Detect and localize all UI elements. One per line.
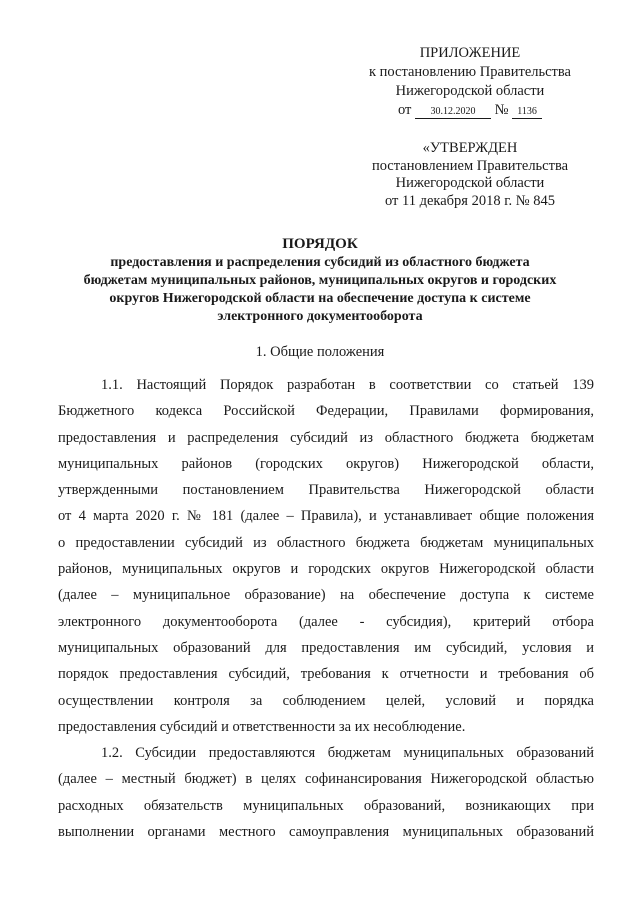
title-line: округов Нижегородской области на обеспечение доступа к системе bbox=[109, 291, 531, 306]
paragraph-line: осуществлении контроля за соблюдением целей, условий и порядка bbox=[58, 692, 594, 709]
paragraph-line: Бюджетного кодекса Российской Федерации, Правилами формирования, bbox=[58, 403, 594, 420]
paragraph-line: расходных обязательств муниципальных образований, возникающих при bbox=[58, 797, 594, 814]
paragraph-line: выполнении органами местного самоуправления муниципальных образований bbox=[58, 824, 594, 841]
approved-line-2: постановлением Правительства bbox=[371, 157, 569, 174]
paragraph-line: электронного документооборота (далее - субсидия), критерий отбора bbox=[58, 613, 594, 630]
paragraph-line: предоставления субсидий и ответственности за их несоблюдение. bbox=[58, 718, 466, 735]
approved-line-1: «УТВЕРЖДЕН bbox=[422, 140, 518, 156]
paragraph-line: о предоставлении субсидий из областного бюджета бюджетам муниципальных bbox=[58, 534, 594, 551]
appendix-block bbox=[340, 44, 600, 120]
decree-number: 1136 bbox=[512, 106, 542, 119]
paragraph-line: 1.1. Настоящий Порядок разработан в соответствии со статьей 139 bbox=[101, 377, 594, 393]
title-line: бюджетам муниципальных районов, муниципальных округов и городских bbox=[83, 273, 557, 288]
appendix-line-2: Нижегородской области bbox=[395, 83, 545, 99]
decree-date: 30.12.2020 bbox=[415, 106, 491, 119]
paragraph-line: районов, муниципальных округов и городских округов Нижегородской области bbox=[58, 561, 594, 578]
paragraph-line: 1.2. Субсидии предоставляются бюджетам муниципальных образований bbox=[101, 745, 594, 762]
appendix-line-1: к постановлению Правительства bbox=[369, 64, 571, 80]
from-label: от bbox=[397, 102, 412, 118]
paragraph-line: муниципальных районов (городских округов) Нижегородской области, bbox=[58, 455, 594, 472]
paragraph-line: (далее – местный бюджет) в целях софинансирования Нижегородской областью bbox=[58, 771, 594, 788]
approved-block bbox=[340, 140, 600, 210]
number-sign: № bbox=[494, 102, 509, 118]
paragraph-line: (далее – муниципальное образование) на обеспечение доступа к системе bbox=[58, 587, 594, 604]
decree-reference bbox=[340, 101, 600, 120]
paragraph-line: порядок предоставления субсидий, требования к отчетности и требования об bbox=[58, 666, 594, 683]
approved-line-4: от 11 декабря 2018 г. № 845 bbox=[385, 192, 555, 209]
section-heading: 1. Общие положения bbox=[255, 344, 385, 360]
title-line: электронного документооборота bbox=[217, 309, 423, 324]
document-body bbox=[58, 372, 594, 845]
title-heading: ПОРЯДОК bbox=[282, 236, 358, 252]
approved-line-3: Нижегородской области bbox=[395, 175, 545, 191]
paragraph-line: от 4 марта 2020 г. № 181 (далее – Правила), и устанавливает общие положения bbox=[58, 508, 594, 525]
paragraph-line: предоставления и распределения субсидий из областного бюджета бюджетам bbox=[58, 429, 594, 446]
document-title bbox=[60, 235, 580, 326]
title-line: предоставления и распределения субсидий из областного бюджета bbox=[110, 255, 530, 270]
appendix-title: ПРИЛОЖЕНИЕ bbox=[419, 45, 521, 61]
paragraph-line: муниципальных образований для предоставления им субсидий, условия и bbox=[58, 639, 594, 656]
paragraph-line: утвержденными постановлением Правительства Нижегородской области bbox=[58, 482, 594, 499]
